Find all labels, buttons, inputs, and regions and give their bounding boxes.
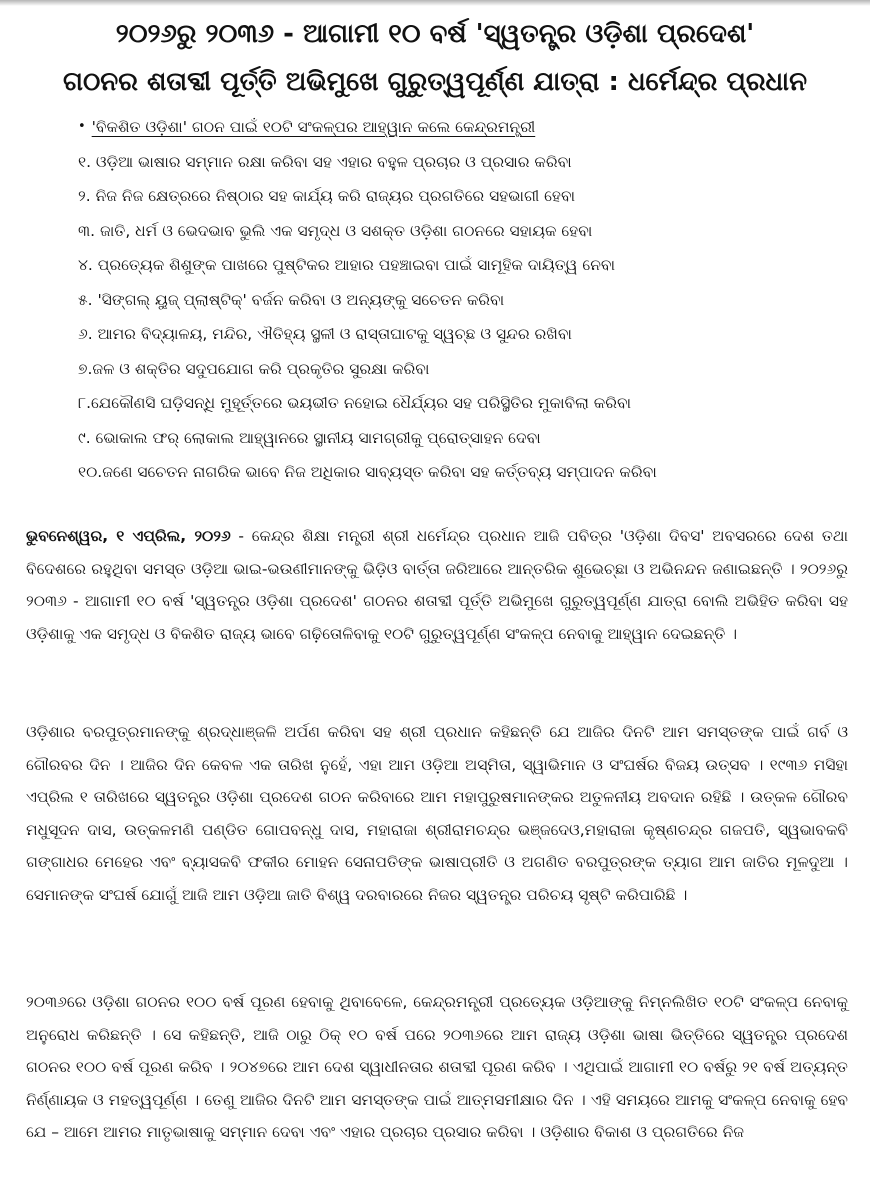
pledge-item: ୧୦.ଜଣେ ସଚେତନ ନାଗରିକ ଭାବେ ନିଜ ଅଧିକାର ସାବ୍ୟସ୍ତ କରିବା ସହ କର୍ତ୍ତବ୍ୟ ସମ୍ପାଦନ କରିବା bbox=[78, 463, 657, 481]
pledge-intro-text: 'ବିକଶିତ ଓଡ଼ିଶା' ଗଠନ ପାଇଁ ୧୦ଟି ସଂକଳ୍ପର ଆହ୍ୱାନ କଲେ କେନ୍ଦ୍ରମନ୍ତ୍ରୀ bbox=[91, 118, 536, 136]
pledge-item: ୨. ନିଜ ନିଜ କ୍ଷେତ୍ରରେ ନିଷ୍ଠାର ସହ କାର୍ଯ୍ୟ କରି ରାଜ୍ୟର ପ୍ରଗତିରେ ସହଭାଗୀ ହେବା bbox=[78, 187, 576, 205]
headline-line-1: ୨୦୨୬ରୁ ୨୦୩୬ - ଆଗାମୀ ୧୦ ବର୍ଷ 'ସ୍ୱତନ୍ତ୍ର ଓଡ଼ିଶା ପ୍ରଦେଶ' bbox=[115, 19, 755, 49]
pledge-list bbox=[78, 110, 848, 490]
paragraph-1-text: - କେନ୍ଦ୍ର ଶିକ୍ଷା ମନ୍ତ୍ରୀ ଶ୍ରୀ ଧର୍ମେନ୍ଦ୍ର ପ୍ରଧାନ ଆଜି ପବିତ୍ର 'ଓଡ଼ିଶା ଦିବସ' ଅବସରରେ ଦେଶ ତଥା ବିଦେଶରେ ରହୁଥିବା ସମସ୍ତ ଓଡ଼ିଆ ଭାଇ-ଭଉଣୀମାନଙ୍କୁ ଭିଡ଼ିଓ ବାର୍ତ୍ତା ଜରିଆରେ ଆନ୍ତରିକ ଶୁଭେଚ୍ଛା ଓ ଅଭିନନ୍ଦନ ଜଣାଇଛନ୍ତି । ୨୦୨୬ରୁ ୨୦୩୬ - ଆଗାମୀ ୧୦ ବର୍ଷ 'ସ୍ୱତନ୍ତ୍ର ଓଡ଼ିଶା ପ୍ରଦେଶ' ଗଠନର ଶତାବ୍ଦୀ ପୂର୍ତ୍ତି ଅଭିମୁଖେ ଗୁରୁତ୍ୱପୂର୍ଣ୍ଣ ଯାତ୍ରା ବୋଲି ଅଭିହିତ କରିବା ସହ ଓଡ଼ିଶାକୁ ଏକ ସମୃଦ୍ଧ ଓ ବିକଶିତ ରାଜ୍ୟ ଭାବେ ଗଢ଼ିତୋଳିବାକୁ ୧୦ଟି ଗୁରୁତ୍ୱପୂର୍ଣ୍ଣ ସଂକଳ୍ପ ନେବାକୁ ଆହ୍ୱାନ ଦେଇଛନ୍ତି । bbox=[26, 527, 848, 643]
pledge-item: ୧. ଓଡ଼ିଆ ଭାଷାର ସମ୍ମାନ ରକ୍ଷା କରିବା ସହ ଏହାର ବହୁଳ ପ୍ରଚାର ଓ ପ୍ରସାର କରିବା bbox=[78, 152, 572, 171]
pledge-item: ୯. ଭୋକାଲ ଫର୍ ଲୋକାଲ ଆହ୍ୱାନରେ ସ୍ଥାନୀୟ ସାମଗ୍ରୀକୁ ପ୍ରୋତ୍ସାହନ ଦେବା bbox=[78, 428, 541, 447]
pledge-intro bbox=[78, 110, 848, 145]
pledge-item: ୮.ଯେକୌଣସି ଘଡ଼ିସନ୍ଧି ମୁହୂର୍ତ୍ତରେ ଭୟଭୀତ ନହୋଇ ଧୈର୍ଯ୍ୟର ସହ ପରିସ୍ଥିତିର ମୁକାବିଲା କରିବା bbox=[78, 394, 632, 412]
headline-line-2: ଗଠନର ଶତାବ୍ଦୀ ପୂର୍ତ୍ତି ଅଭିମୁଖେ ଗୁରୁତ୍ୱପୂର୍ଣ୍ଣ ଯାତ୍ରା : ଧର୍ମେନ୍ଦ୍ର ପ୍ରଧାନ bbox=[63, 67, 807, 97]
pledge-item: ୬. ଆମର ବିଦ୍ୟାଳୟ, ମନ୍ଦିର, ଐତିହ୍ୟ ସ୍ଥଳୀ ଓ ରାସ୍ତାଘାଟକୁ ସ୍ୱଚ୍ଛ ଓ ସୁନ୍ଦର ରଖିବା bbox=[78, 325, 572, 343]
body-paragraph-1 bbox=[26, 520, 848, 650]
pledge-item: ୫. 'ସିଙ୍ଗଲ୍ ୟୁଜ୍ ପ୍ଲାଷ୍ଟିକ୍' ବର୍ଜନ କରିବା ଓ ଅନ୍ୟଙ୍କୁ ସଚେତନ କରିବା bbox=[78, 290, 505, 309]
pledge-item: ୩. ଜାତି, ଧର୍ମ ଓ ଭେଦଭାବ ଭୁଲି ଏକ ସମୃଦ୍ଧ ଓ ସଶକ୍ତ ଓଡ଼ିଶା ଗଠନରେ ସହାୟକ ହେବା bbox=[78, 221, 593, 240]
top-edge-strip bbox=[0, 0, 870, 6]
dateline: ଭୁବନେଶ୍ୱର, ୧ ଏପ୍ରିଲ, ୨୦୨୬ bbox=[26, 527, 231, 545]
pledge-item: ୭.ଜଳ ଓ ଶକ୍ତିର ସଦୁପଯୋଗ କରି ପ୍ରକୃତିର ସୁରକ୍ଷା କରିବା bbox=[78, 359, 430, 378]
bullet-icon: • bbox=[78, 119, 86, 134]
pledge-items bbox=[78, 145, 848, 490]
body-paragraph-3: ୨୦୩୬ରେ ଓଡ଼ିଶା ଗଠନର ୧୦୦ ବର୍ଷ ପୂରଣ ହେବାକୁ ଥିବାବେଳେ, କେନ୍ଦ୍ରମନ୍ତ୍ରୀ ପ୍ରତ୍ୟେକ ଓଡ଼ିଆଙ୍କୁ ନିମ୍ନଲିଖିତ ୧୦ଟି ସଂକଳ୍ପ ନେବାକୁ ଅନୁରୋଧ କରିଛନ୍ତି । ସେ କହିଛନ୍ତି, ଆଜି ଠାରୁ ଠିକ୍ ୧୦ ବର୍ଷ ପରେ ୨୦୩୬ରେ ଆମ ରାଜ୍ୟ ଓଡ଼ିଶା ଭାଷା ଭିତ୍ତିରେ ସ୍ୱତନ୍ତ୍ର ପ୍ରଦେଶ ଗଠନର ୧୦୦ ବର୍ଷ ପୂରଣ କରିବ । ୨୦୪୭ରେ ଆମ ଦେଶ ସ୍ୱାଧୀନତାର ଶତାବ୍ଦୀ ପୂରଣ କରିବ । ଏଥିପାଇଁ ଆଗାମୀ ୧୦ ବର୍ଷରୁ ୨୧ ବର୍ଷ ଅତ୍ୟନ୍ତ ନିର୍ଣ୍ଣାୟକ ଓ ମହତ୍ୱପୂର୍ଣ୍ଣ । ତେଣୁ ଆଜିର ଦିନଟି ଆମ ସମସ୍ତଙ୍କ ପାଇଁ ଆତ୍ମସମୀକ୍ଷାର ଦିନ । ଏହି ସମୟରେ ଆମକୁ ସଂକଳ୍ପ ନେବାକୁ ହେବ ଯେ – ଆମେ ଆମର ମାତୃଭାଷାକୁ ସମ୍ମାନ ଦେବା ଏବଂ ଏହାର ପ୍ରଚାର ପ୍ରସାର କରିବା । ଓଡ଼ିଶାର ବିକାଶ ଓ ପ୍ରଗତିରେ ନିଜ bbox=[26, 993, 848, 1141]
body-paragraph-2: ଓଡ଼ିଶାର ବରପୁତ୍ରମାନଙ୍କୁ ଶ୍ରଦ୍ଧାଞ୍ଜଳି ଅର୍ପଣ କରିବା ସହ ଶ୍ରୀ ପ୍ରଧାନ କହିଛନ୍ତି ଯେ ଆଜିର ଦିନଟି ଆମ ସମସ୍ତଙ୍କ ପାଇଁ ଗର୍ବ ଓ ଗୌରବର ଦିନ । ଆଜିର ଦିନ କେବଳ ଏକ ତାରିଖ ନୁହେଁ, ଏହା ଆମ ଓଡ଼ିଆ ଅସ୍ମିତା, ସ୍ୱାଭିମାନ ଓ ସଂଘର୍ଷର ବିଜୟ ଉତ୍ସବ । ୧୯୩୬ ମସିହା ଏପ୍ରିଲ ୧ ତାରିଖରେ ସ୍ୱତନ୍ତ୍ର ଓଡ଼ିଶା ପ୍ରଦେଶ ଗଠନ କରିବାରେ ଆମ ମହାପୁରୁଷମାନଙ୍କର ଅତୁଳନୀୟ ଅବଦାନ ରହିଛି । ଉତ୍କଳ ଗୌରବ ମଧୁସୂଦନ ଦାସ, ଉତ୍କଳମଣି ପଣ୍ଡିତ ଗୋପବନ୍ଧୁ ଦାସ, ମହାରାଜା ଶ୍ରୀରାମଚନ୍ଦ୍ର ଭଞ୍ଜଦେଓ,ମହାରାଜା କୃଷ୍ଣଚନ୍ଦ୍ର ଗଜପତି, ସ୍ୱଭାବକବି ଗଙ୍ଗାଧର ମେହେର ଏବଂ ବ୍ୟାସକବି ଫକୀର ମୋହନ ସେନାପତିଙ୍କ ଭାଷାପ୍ରୀତି ଓ ଅଗଣିତ ବରପୁତ୍ରଙ୍କ ତ୍ୟାଗ ଆମ ଜାତିର ମୂଳଦୁଆ । ସେମାନଙ୍କ ସଂଘର୍ଷ ଯୋଗୁଁ ଆଜି ଆମ ଓଡ଼ିଆ ଜାତି ବିଶ୍ୱ ଦରବାରରେ ନିଜର ସ୍ୱତନ୍ତ୍ର ପରିଚୟ ସୃଷ୍ଟି କରିପାରିଛି । bbox=[26, 723, 848, 904]
pledge-item: ୪. ପ୍ରତ୍ୟେକ ଶିଶୁଙ୍କ ପାଖରେ ପୁଷ୍ଟିକର ଆହାର ପହଞ୍ଚାଇବା ପାଇଁ ସାମୂହିକ ଦାୟିତ୍ୱ ନେବା bbox=[78, 256, 615, 274]
